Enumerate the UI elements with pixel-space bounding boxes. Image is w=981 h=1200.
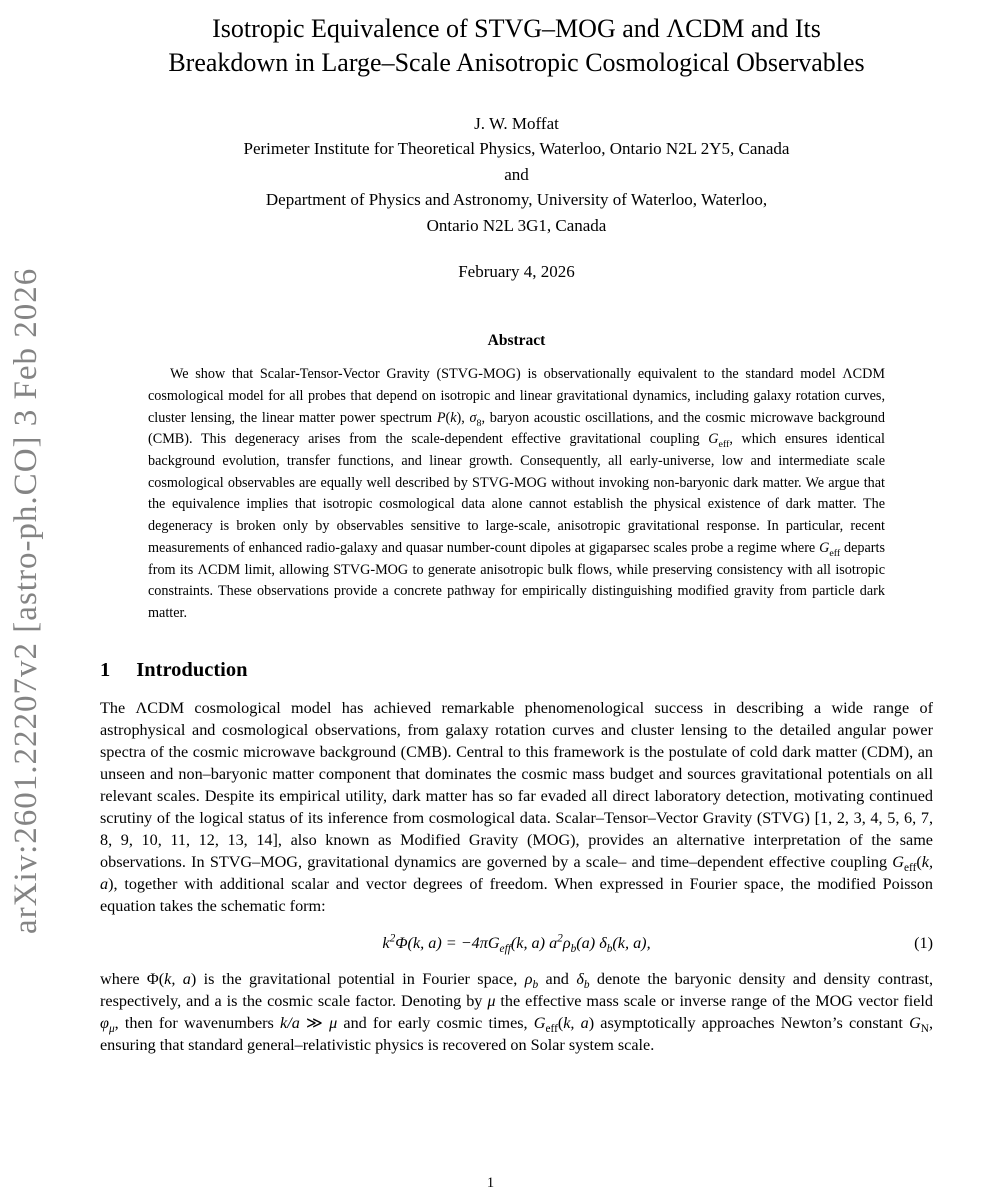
- author-name: J. W. Moffat: [474, 113, 559, 133]
- arxiv-watermark: arXiv:2601.22207v2 [astro-ph.CO] 3 Feb 2026: [8, 267, 44, 934]
- affiliation-line-1: Perimeter Institute for Theoretical Physics, Waterloo, Ontario N2L 2Y5, Canada: [243, 139, 790, 159]
- section-title: Introduction: [136, 658, 248, 681]
- page-number: 1: [486, 1175, 495, 1191]
- abstract-heading: Abstract: [487, 332, 546, 350]
- abstract-text: We show that Scalar-Tensor-Vector Gravity (STVG-MOG) is observationally equivalent to the standard model ΛCDM cosmological model for all probes that depend on isotropic and linear gravitational dynamics, including galaxy rotation curves, cluster lensing, the linear matter power spectrum P(k), $\sigma_8$, baryon acoustic oscillations, and the cosmic microwave background (CMB). This degeneracy arises from the scale-dependent effective gravitational coupling $G_{eff}$, which ensures identical background evolution, transfer functions, and linear growth. Consequently, all early-universe, low and intermediate scale cosmological observables are equally well described by STVG-MOG without invoking non-baryonic dark matter. We argue that the equivalence implies that isotropic cosmological data alone cannot establish the physical existence of dark matter. The degeneracy is broken only by observables sensitive to large-scale, anisotropic gravitational response. In particular, recent measurements of enhanced radio-galaxy and quasar number-count dipoles at gigaparsec scales probe a regime where $G_{eff}$ departs from its ΛCDM limit, allowing STVG-MOG to generate anisotropic bulk flows, while preserving consistency with all isotropic constraints. These observations provide a concrete pathway for empirically distinguishing modified gravity from particle dark matter.: [148, 366, 885, 622]
- equation-1-body: $k^2\Phi(k$, $a) = -4\pi G_{eff}(k$, a) $a^2\rho_b(a)$ $\delta_b(k$, a),: [382, 932, 651, 956]
- equation-1-number: (1): [914, 934, 933, 953]
- intro-paragraph-2: where Φ(k, a) is the gravitational potential in Fourier space, $\rho_b$ and $\delta_b$ denote the baryonic density and density contrast, respectively, and a is the cosmic scale factor. Denoting by μ the effective mass scale or inverse range of the MOG vector field $\varphi_\mu$, then for wavenumbers k/a ≫ μ and for early cosmic times, $G_{eff}(k$, a) asymptotically approaches Newton’s constant $G_N$, ensuring that standard general–relativistic physics is recovered on Solar system scale.: [100, 970, 934, 1055]
- paper-title-line-2: Breakdown in Large–Scale Anisotropic Cosmological Observables: [168, 48, 865, 78]
- intro-paragraph-1: The ΛCDM cosmological model has achieved remarkable phenomenological success in describing a wide range of astrophysical and cosmological observations, from galaxy rotation curves and cluster lensing to the detailed angular power spectra of the cosmic microwave background (CMB). Central to this framework is the postulate of cold dark matter (CDM), an unseen and non–baryonic matter component that dominates the cosmic mass budget and sources gravitational potentials on all relevant scales. Despite its empirical utility, dark matter has so far evaded all direct laboratory detection, motivating continued scrutiny of the logical status of its inference from cosmological data. Scalar–Tensor–Vector Gravity (STVG) [1, 2, 3, 4, 5, 6, 7, 8, 9, 10, 11, 12, 13, 14], also known as Modified Gravity (MOG), provides an alternative interpretation of the same observations. In STVG–MOG, gravitational dynamics are governed by a scale– and time–dependent effective coupling $G_{eff}(k$, a), together with additional scalar and vector degrees of freedom. When expressed in Fourier space, the modified Poisson equation takes the schematic form:: [100, 698, 933, 916]
- affiliation-line-4: Ontario N2L 3G1, Canada: [426, 215, 607, 235]
- abstract-section: [100, 332, 933, 625]
- paper-content: [100, 0, 933, 1056]
- author-block: [100, 111, 933, 239]
- paper-title: [100, 12, 933, 81]
- section-heading-introduction: [100, 659, 933, 682]
- affiliation-line-2: and: [504, 164, 529, 184]
- equation-1: [100, 932, 933, 956]
- paper-title-line-1: Isotropic Equivalence of STVG–MOG and ΛCDM and Its: [212, 14, 821, 43]
- affiliation-line-3: Department of Physics and Astronomy, University of Waterloo, Waterloo,: [265, 190, 768, 210]
- introduction-section: [100, 659, 933, 1056]
- paper-date: February 4, 2026: [458, 262, 575, 282]
- section-number: 1: [100, 658, 111, 681]
